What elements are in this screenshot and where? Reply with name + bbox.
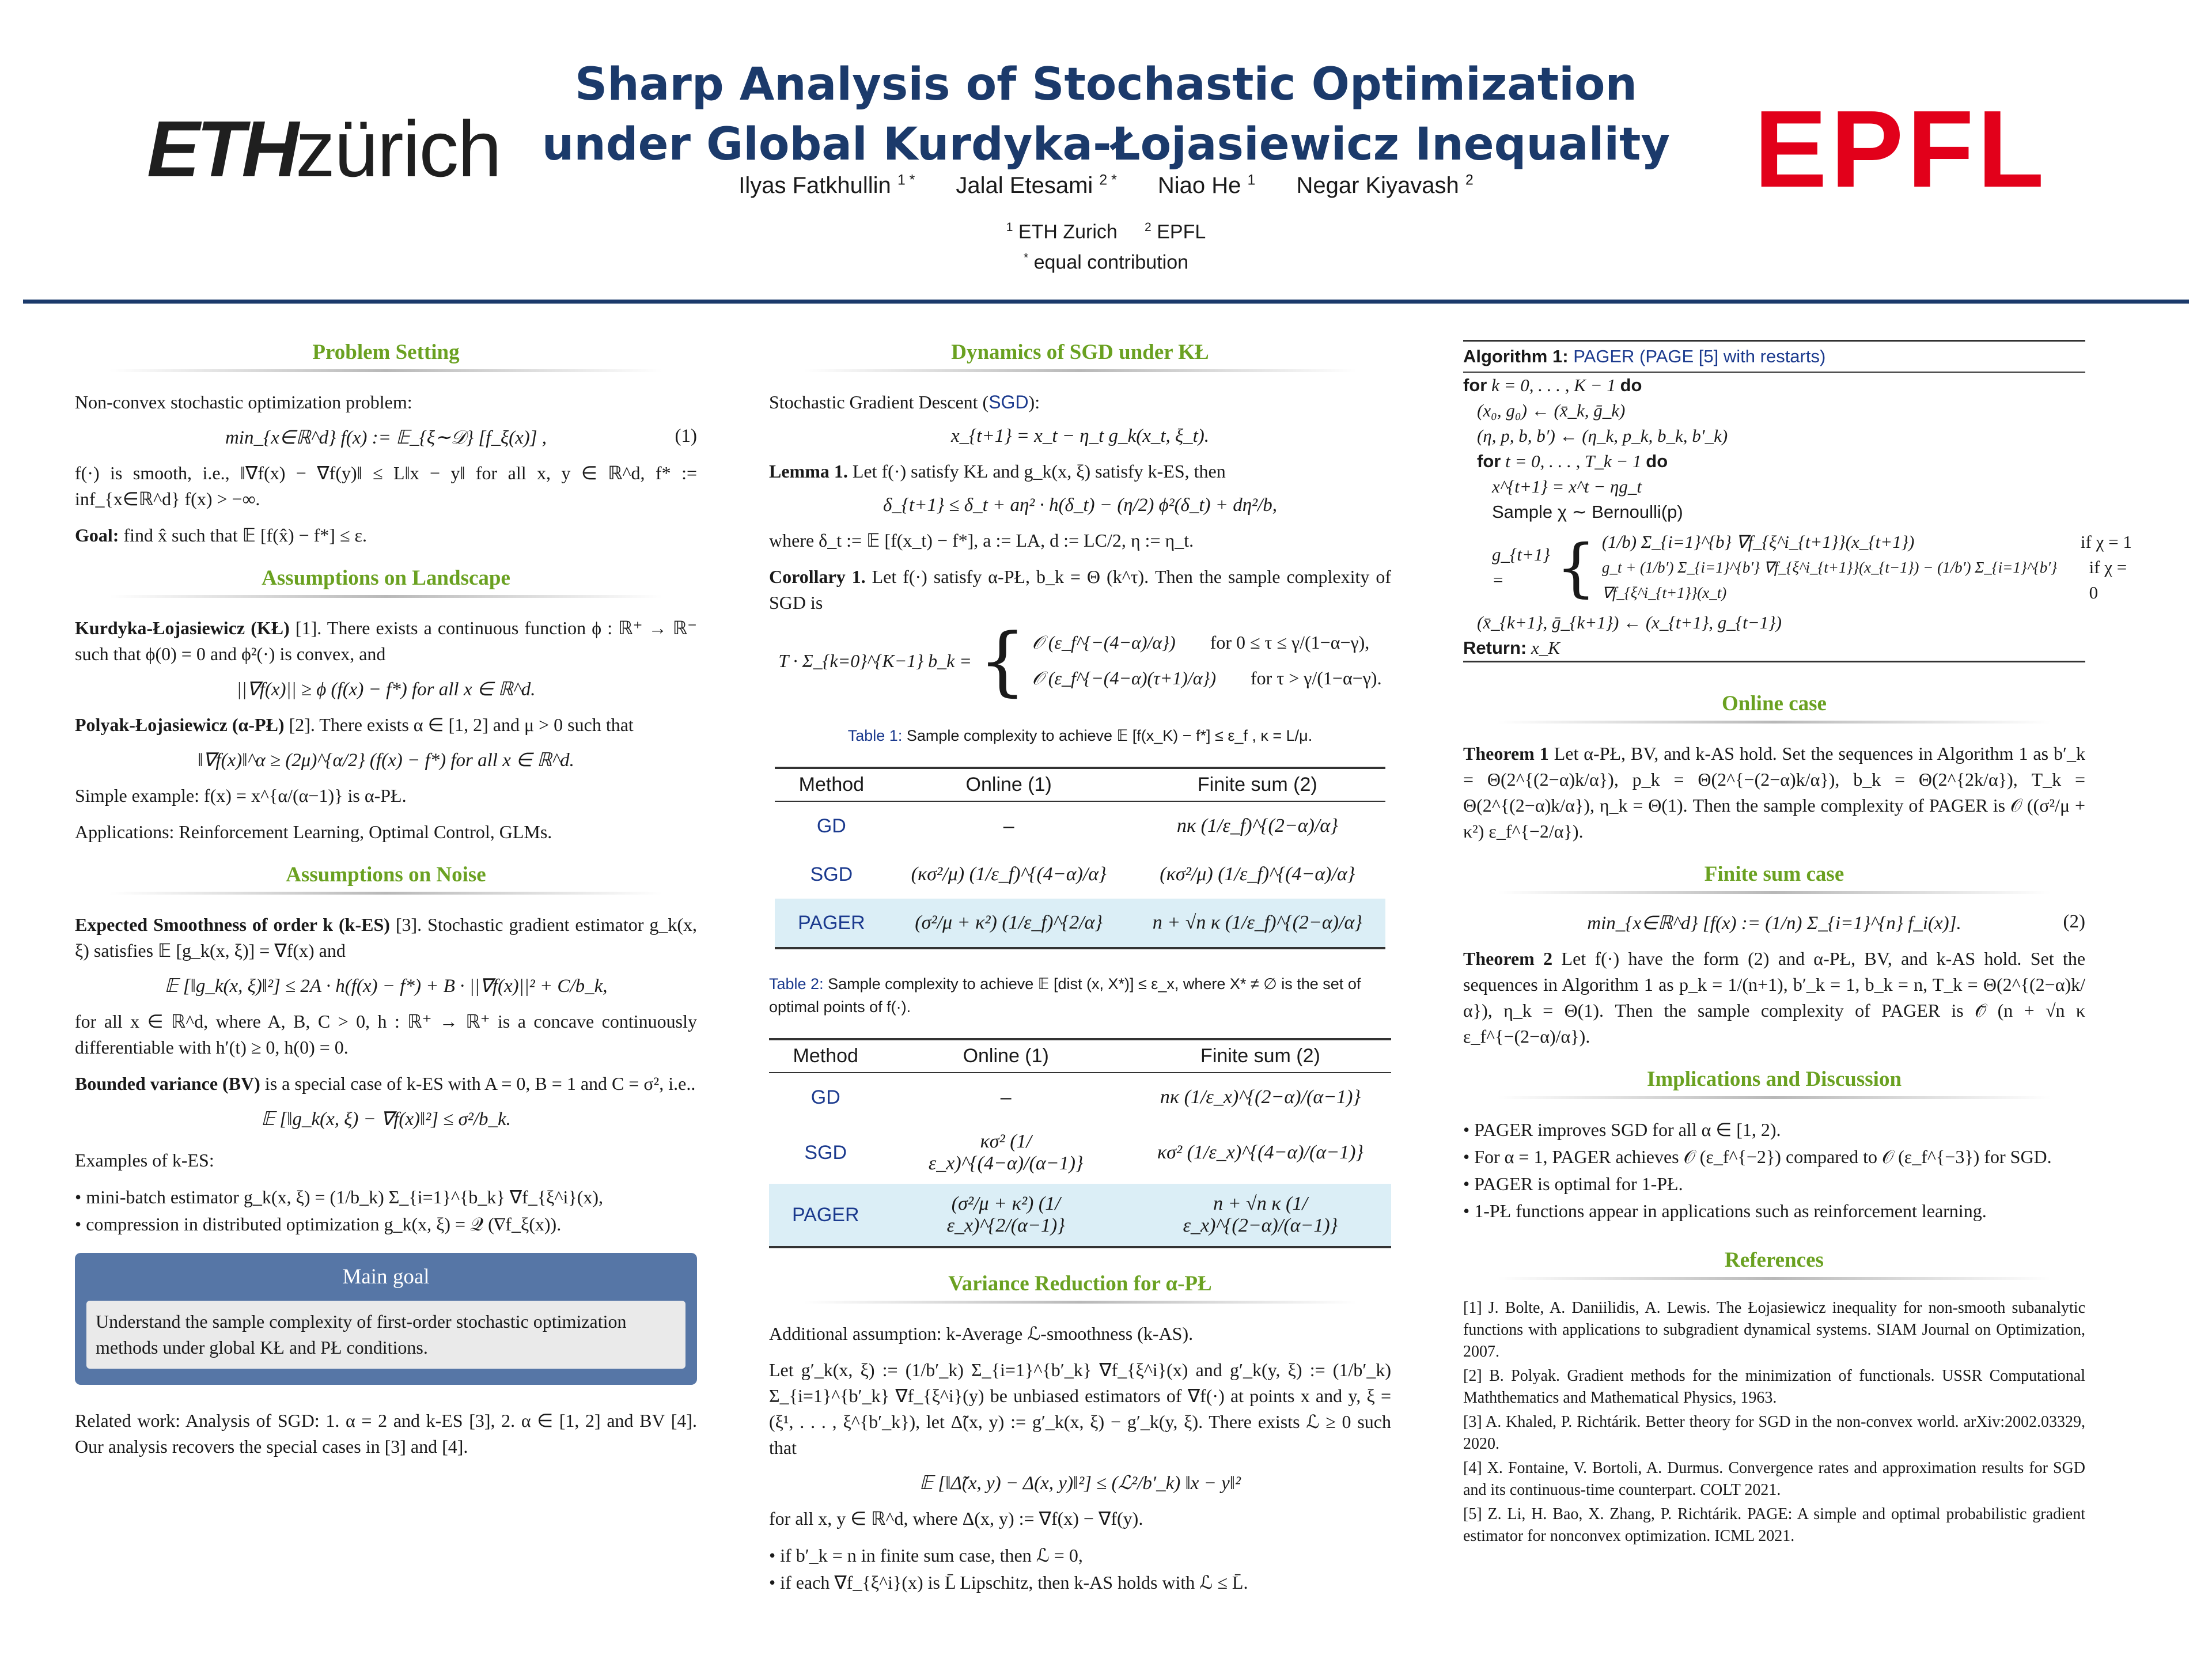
- case-row: [1602, 555, 2132, 605]
- case-lhs: g_{t+1} =: [1492, 544, 1550, 590]
- column-1: [75, 340, 697, 1470]
- table-header-row: [775, 768, 1385, 801]
- author: [956, 173, 1116, 198]
- table-header: Online (1): [882, 1039, 1130, 1073]
- variance-text: Let g′_k(x, ξ) := (1/b′_k) Σ_{i=1}^{b′_k} ∇f_{ξ^i}(x) and g′_k(y, ξ) := (1/b′_k) Σ_{i=1}^{b′_k} ∇f_{ξ^i}(y) be unbiased estimators of ∇f(·) at points x and y, ξ = (ξ¹, . . . , ξ^{b′_k}), let Δ̃(x, y) := g′_k(x, ξ) − g′_k(y, ξ). There exists ℒ ≥ 0 such that: [769, 1359, 1391, 1458]
- table-row-highlighted: [769, 1184, 1391, 1247]
- algo-text: x^{t+1} = x^t − ηg_t: [1492, 476, 1642, 497]
- caption-text: Sample complexity to achieve 𝔼 [dist (x, X*)] ≤ ε_x, where X* ≠ ∅ is the set of optimal points of f(·).: [769, 975, 1361, 1016]
- theorem-2: [1463, 946, 2085, 1050]
- table-cell: κσ² (1/ε_x)^{(4−α)/(α−1)}: [1157, 1142, 1364, 1163]
- corollary-label: Corollary 1.: [769, 566, 866, 587]
- bv-label: Bounded variance (BV): [75, 1073, 260, 1094]
- algo-keyword: Return:: [1463, 638, 1527, 658]
- left-brace: {: [978, 617, 1027, 704]
- bv-equation: 𝔼 [‖g_k(x, ξ) − ∇f(x)‖²] ≤ σ²/b_k.: [261, 1109, 511, 1130]
- table-cell-method: SGD: [810, 863, 853, 885]
- table-header: Finite sum (2): [1130, 768, 1385, 801]
- algorithm-box: [1463, 340, 2132, 662]
- equation-1-body: min_{x∈ℝ^d} f(x) := 𝔼_{ξ∼𝒟} [f_ξ(x)] ,: [225, 427, 547, 448]
- algorithm-label: Algorithm 1:: [1463, 346, 1569, 366]
- section-rule: [804, 369, 1357, 372]
- algo-line: [1463, 398, 2085, 423]
- column-3: [1463, 340, 2132, 1550]
- kl-equation: ||∇f(x)|| ≥ ϕ (f(x) − f*) for all x ∈ ℝ^d.: [236, 679, 536, 700]
- section-rule: [1498, 891, 2051, 894]
- section-title-online: Online case: [1722, 692, 1827, 715]
- table-cell: n + √n κ (1/ε_x)^{(2−α)/(α−1)}: [1130, 1184, 1391, 1247]
- affil-name: ETH Zurich: [1018, 221, 1118, 243]
- title-line-1: Sharp Analysis of Stochastic Optimization: [575, 59, 1637, 111]
- author-name: Ilyas Fatkhullin: [738, 173, 891, 199]
- theorem-body: Let α-PŁ, BV, and k-AS hold. Set the sequences in Algorithm 1 as b′_k = Θ(2^{(2−α)k/α}), p_k = Θ(2^{−(2−α)k/α}), b_k = Θ(2^{2k/α}), T_k = Θ(2^{(2−α)k/α}), η_k = Θ(1). Then the sample complexity of PAGER is 𝒪 ((σ²/μ + κ²) ε_f^{−2/α}).: [1463, 743, 2086, 842]
- author-sup: 1: [1247, 173, 1256, 188]
- author-sup: 1 *: [897, 173, 915, 188]
- affiliations: [518, 214, 1694, 276]
- table-row-highlighted: [775, 899, 1385, 948]
- affil-sup: 1: [1006, 221, 1013, 234]
- pl-equation: ‖∇f(x)‖^α ≥ (2μ)^{α/2} (f(x) − f*) for all x ∈ ℝ^d.: [198, 750, 574, 771]
- poster-title: [518, 55, 1694, 175]
- sgd-name: SGD: [988, 392, 1029, 412]
- algo-text: Sample χ ∼ Bernoulli(p): [1492, 502, 1683, 522]
- list-item: • PAGER improves SGD for all α ∈ [1, 2).: [1463, 1116, 2085, 1143]
- reference-item: [3] A. Khaled, P. Richtárik. Better theory for SGD in the non-convex world. arXiv:2002.03329, 2020.: [1463, 1413, 2085, 1453]
- caption-text: Sample complexity to achieve 𝔼 [f(x_K) − f*] ≤ ε_f , κ = L/μ.: [906, 727, 1313, 744]
- equation-number: (2): [2063, 911, 2085, 932]
- theorem-label: Theorem 2: [1463, 948, 1553, 969]
- reference-item: [1] J. Bolte, A. Daniilidis, A. Lewis. The Łojasiewicz inequality for non-smooth subanalytic functions with applications to subgradient dynamical systems. SIAM Journal on Optimization, 2007.: [1463, 1299, 2085, 1361]
- equation-1: [75, 426, 697, 449]
- reference-item: [2] B. Polyak. Gradient methods for the minimization of functionals. USSR Computational Maththematics and Mathematical Physics, 1963.: [1463, 1367, 2085, 1407]
- poster-header: [0, 0, 2212, 302]
- section-rule: [1498, 721, 2051, 724]
- lemma-paragraph: [769, 459, 1391, 484]
- table-cell: –: [1000, 1086, 1012, 1108]
- table-row: [769, 1073, 1391, 1122]
- algo-keyword: do: [1646, 451, 1668, 471]
- author-sup: 2 *: [1099, 173, 1117, 188]
- corollary-lhs: T · Σ_{k=0}^{K−1} b_k =: [778, 650, 972, 671]
- lemma-equation: δ_{t+1} ≤ δ_t + aη² · h(δ_t) − (η/2) ϕ²(δ_t) + dη²/b,: [882, 495, 1277, 516]
- section-title-finite: Finite sum case: [1704, 862, 1844, 886]
- list-item: • 1-PŁ functions appear in applications such as reinforcement learning.: [1463, 1198, 2085, 1225]
- algo-case-equation: [1463, 529, 2132, 605]
- author: [738, 173, 915, 198]
- header-divider: [23, 300, 2189, 304]
- table-cell: (κσ²/μ) (1/ε_f)^{(4−α)/α}: [1160, 863, 1355, 885]
- kes-paragraph: [75, 912, 697, 964]
- table-cell: (σ²/μ + κ²) (1/ε_f)^{2/α}: [888, 899, 1130, 948]
- kes-after: for all x ∈ ℝ^d, where A, B, C > 0, h : ℝ⁺ → ℝ⁺ is a concave continuously differentiable with h′(t) ≥ 0, h(0) = 0.: [75, 1011, 697, 1058]
- algo-line: [1463, 449, 2085, 474]
- reference-item: [5] Z. Li, H. Bao, X. Zhang, P. Richtárik. PAGE: A simple and optimal probabilistic gradient estimator for nonconvex optimization. ICML 2021.: [1463, 1505, 2085, 1545]
- algo-keyword: for: [1463, 375, 1487, 395]
- list-item: • For α = 1, PAGER achieves 𝒪 (ε_f^{−2}) compared to 𝒪 (ε_f^{−3}) for SGD.: [1463, 1143, 2085, 1171]
- equation-number: (1): [675, 426, 697, 446]
- kl-label: Kurdyka-Łojasiewicz (KŁ): [75, 618, 290, 638]
- theorem-1: [1463, 741, 2085, 844]
- list-item: • mini-batch estimator g_k(x, ξ) = (1/b_k) Σ_{i=1}^{b_k} ∇f_{ξ^i}(x),: [75, 1184, 697, 1211]
- pl-paragraph: [75, 712, 697, 738]
- case-cond: if χ = 1: [2080, 532, 2132, 552]
- epfl-logo: EPFL: [1754, 88, 2048, 210]
- kl-body: [1]. There exists a continuous function ϕ : ℝ⁺ → ℝ⁻ such that ϕ(0) = 0 and ϕ²(·) is convex, and: [75, 618, 698, 664]
- case-expr: 𝒪 (ε_f^{−(4−α)/α}): [1032, 632, 1176, 653]
- variance-assumption: Additional assumption: k-Average ℒ-smoothness (k-AS).: [769, 1323, 1194, 1344]
- table-row: [775, 850, 1385, 899]
- lemma-body: Let f(·) satisfy KŁ and g_k(x, ξ) satisfy k-ES, then: [852, 461, 1226, 482]
- lemma-label: Lemma 1.: [769, 461, 848, 482]
- section-rule: [109, 595, 662, 598]
- author: [1296, 173, 1473, 198]
- author: [1158, 173, 1255, 198]
- case-expr: (1/b) Σ_{i=1}^{b} ∇f_{ξ^i_{t+1}}(x_{t+1}): [1601, 532, 1915, 552]
- sgd-equation: x_{t+1} = x_t − η_t g_k(x_t, ξ_t).: [950, 426, 1210, 446]
- case-cond: for 0 ≤ τ ≤ γ/(1−α−γ),: [1210, 632, 1370, 653]
- pl-body: [2]. There exists α ∈ [1, 2] and μ > 0 such that: [289, 714, 634, 735]
- table-row: [769, 1122, 1391, 1184]
- smoothness-text: f(·) is smooth, i.e., ‖∇f(x) − ∇f(y)‖ ≤ L‖x − y‖ for all x, y ∈ ℝ^d, f* := inf_{x∈ℝ^d} f(x) > −∞.: [75, 463, 697, 509]
- case-expr: g_t + (1/b′) Σ_{i=1}^{b′} ∇f_{ξ^i_{t+1}}(x_{t−1}) − (1/b′) Σ_{i=1}^{b′} ∇f_{ξ^i_{t+1}}(x_t): [1601, 559, 2058, 601]
- simple-example: Simple example: f(x) = x^{α/(α−1)} is α-PŁ.: [75, 785, 407, 806]
- section-rule: [109, 369, 662, 372]
- author-name: Negar Kiyavash: [1296, 173, 1459, 199]
- algo-line: [1463, 373, 2085, 398]
- algo-text: t = 0, . . . , T_k − 1: [1501, 451, 1646, 471]
- algorithm-name: PAGER (PAGE [5] with restarts): [1573, 346, 1826, 366]
- table-2: [769, 1038, 1391, 1248]
- table-cell: nκ (1/ε_x)^{(2−α)/(α−1)}: [1160, 1086, 1361, 1108]
- section-title-problem: Problem Setting: [312, 340, 460, 364]
- title-line-2: under Global Kurdyka-Łojasiewicz Inequality: [541, 119, 1671, 171]
- main-goal-title: Main goal: [342, 1265, 430, 1289]
- eth-logo-part-a: ETH: [147, 105, 296, 194]
- table-cell: (σ²/μ + κ²) (1/ε_x)^{2/(α−1)}: [882, 1184, 1130, 1247]
- affil-sup: 2: [1145, 221, 1152, 234]
- variance-after: for all x, y ∈ ℝ^d, where Δ(x, y) := ∇f(x) − ∇f(y).: [769, 1508, 1143, 1529]
- case-cond: for τ > γ/(1−α−γ).: [1251, 668, 1382, 688]
- table-header: Method: [769, 1039, 882, 1073]
- table-cell-method: GD: [816, 815, 846, 837]
- algo-line: [1463, 474, 2085, 499]
- section-rule: [1498, 1277, 2051, 1280]
- list-item: • if b′_k = n in finite sum case, then ℒ = 0,: [769, 1542, 1391, 1569]
- caption-label: Table 2:: [769, 975, 824, 993]
- author-name: Niao He: [1157, 173, 1241, 199]
- equation-2-body: min_{x∈ℝ^d} [f(x) := (1/n) Σ_{i=1}^{n} f_i(x)].: [1587, 913, 1961, 934]
- bv-body: is a special case of k-ES with A = 0, B = 1 and C = σ², i.e..: [264, 1073, 696, 1094]
- section-rule: [1498, 1096, 2051, 1099]
- algo-keyword: do: [1620, 375, 1642, 395]
- section-rule: [804, 1301, 1357, 1304]
- problem-intro: Non-convex stochastic optimization problem:: [75, 392, 412, 412]
- goal-label: Goal:: [75, 525, 119, 546]
- eth-zurich-logo: [147, 104, 501, 195]
- pl-label: Polyak-Łojasiewicz (α-PŁ): [75, 714, 285, 735]
- corollary-body: Let f(·) satisfy α-PŁ, b_k = Θ (k^τ). Then the sample complexity of SGD is: [769, 566, 1392, 613]
- corollary-case-1: [1032, 632, 1382, 654]
- related-work: Related work: Analysis of SGD: 1. α = 2 and k-ES [3], 2. α ∈ [1, 2] and BV [4]. Our analysis recovers the special cases in [3] and [4].: [75, 1410, 697, 1457]
- algo-text: (η, p, b, b′) ← (η_k, p_k, b_k, b′_k): [1477, 426, 1728, 446]
- corollary-case-2: [1032, 668, 1382, 690]
- table-header-row: [769, 1039, 1391, 1073]
- left-brace: {: [1555, 531, 1596, 604]
- bv-paragraph: [75, 1071, 697, 1097]
- theorem-label: Theorem 1: [1463, 743, 1549, 764]
- algo-line: [1463, 610, 2085, 635]
- table-cell-method: PAGER: [775, 899, 888, 948]
- case-row: [1602, 529, 2132, 555]
- case-rows: [1602, 529, 2132, 605]
- table-header: Method: [775, 768, 888, 801]
- algo-text: x_K: [1527, 638, 1560, 658]
- column-2: [769, 340, 1391, 1607]
- kl-paragraph: [75, 615, 697, 667]
- table-cell: (κσ²/μ) (1/ε_f)^{(4−α)/α}: [911, 863, 1107, 885]
- main-goal-box: [75, 1253, 697, 1385]
- section-title-dynamics: Dynamics of SGD under KŁ: [951, 340, 1209, 364]
- table-1: [775, 767, 1385, 949]
- case-cond: if χ = 0: [2089, 557, 2127, 603]
- kes-examples-title: Examples of k-ES:: [75, 1150, 214, 1171]
- reference-item: [4] X. Fontaine, V. Bortoli, A. Durmus. Convergence rates and approximation results for SGD and its continuous-time counterpart. COLT 2021.: [1463, 1459, 2085, 1499]
- goal-body: find x̂ such that 𝔼 [f(x̂) − f*] ≤ ε.: [123, 525, 367, 546]
- algo-keyword: for: [1477, 451, 1501, 471]
- corollary-cases: [1032, 632, 1382, 690]
- algo-return: [1463, 635, 2085, 662]
- section-title-noise: Assumptions on Noise: [286, 863, 486, 887]
- theorem-body: Let f(·) have the form (2) and α-PŁ, BV, and k-AS hold. Set the sequences in Algorithm 1 as p_k = 1/(n+1), b′_k = 1, b_k = n, T_k = Θ(2^{(2−α)k/α}), η_k = Θ(1). Then the sample complexity of PAGER is 𝒪̃ (n + √n κ ε_f^{−(2−α)/α}).: [1463, 948, 2086, 1047]
- section-title-implications: Implications and Discussion: [1646, 1067, 1902, 1091]
- references-list: [1463, 1297, 2085, 1547]
- section-rule: [109, 892, 662, 895]
- table-cell-method: SGD: [804, 1141, 847, 1164]
- corollary-equation: [769, 617, 1391, 704]
- kes-equation: 𝔼 [‖g_k(x, ξ)‖²] ≤ 2A · h(f(x) − f*) + B · ||∇f(x)||² + C/b_k,: [164, 976, 608, 997]
- table-header: Finite sum (2): [1130, 1039, 1391, 1073]
- variance-equation: 𝔼 [‖Δ̃(x, y) − Δ(x, y)‖²] ≤ (ℒ²/b′_k) ‖x − y‖²: [919, 1473, 1241, 1494]
- author-sup: 2: [1465, 173, 1474, 188]
- algo-text: (x₀, g₀) ← (x̄_k, ḡ_k): [1477, 400, 1626, 421]
- implications-list: [1463, 1116, 2085, 1225]
- applications: Applications: Reinforcement Learning, Optimal Control, GLMs.: [75, 821, 552, 842]
- author-list: [518, 173, 1694, 199]
- sgd-intro-close: ):: [1028, 392, 1040, 412]
- goal-text: [75, 522, 697, 548]
- kes-label: Expected Smoothness of order k (k-ES): [75, 914, 390, 935]
- section-title-references: References: [1725, 1248, 1824, 1272]
- case-expr: 𝒪 (ε_f^{−(4−α)(τ+1)/α}): [1032, 668, 1217, 688]
- section-title-landscape: Assumptions on Landscape: [262, 566, 510, 590]
- table-row: [775, 801, 1385, 850]
- list-item: • compression in distributed optimization g_k(x, ξ) = 𝒬 (∇f_ξ(x)).: [75, 1211, 697, 1238]
- table-cell-method: PAGER: [769, 1184, 882, 1247]
- main-goal-body: Understand the sample complexity of first-order stochastic optimization methods under global KŁ and PŁ conditions.: [86, 1301, 685, 1369]
- equal-contribution: equal contribution: [1033, 251, 1189, 274]
- table-cell: n + √n κ (1/ε_f)^{(2−α)/α}: [1130, 899, 1385, 948]
- lemma-after: where δ_t := 𝔼 [f(x_t) − f*], a := LA, d := LC/2, η := η_t.: [769, 530, 1194, 551]
- table-2-caption: [769, 972, 1391, 1018]
- caption-label: Table 1:: [847, 727, 903, 744]
- table-cell: κσ² (1/ε_x)^{(4−α)/(α−1)}: [928, 1131, 1084, 1174]
- sgd-intro: [769, 389, 1391, 415]
- algo-line: [1463, 423, 2085, 449]
- table-header: Online (1): [888, 768, 1130, 801]
- table-1-caption: [769, 724, 1391, 747]
- table-cell: –: [1003, 815, 1014, 837]
- corollary-paragraph: [769, 564, 1391, 616]
- kes-body: [3]. Stochastic gradient estimator g_k(x, ξ) satisfies 𝔼 [g_k(x, ξ)] = ∇f(x) and: [75, 914, 697, 961]
- list-item: • if each ∇f_{ξ^i}(x) is L̄ Lipschitz, then k-AS holds with ℒ ≤ L̄.: [769, 1569, 1391, 1596]
- algo-line: [1463, 499, 2085, 525]
- sgd-intro-text: Stochastic Gradient Descent (: [769, 392, 989, 412]
- author-name: Jalal Etesami: [956, 173, 1093, 199]
- eth-logo-part-b: zürich: [296, 105, 501, 194]
- algo-text: (x̄_{k+1}, ḡ_{k+1}) ← (x_{t+1}, g_{t−1}): [1477, 612, 1782, 632]
- algorithm-header: [1463, 340, 2085, 373]
- list-item: • PAGER is optimal for 1-PŁ.: [1463, 1171, 2085, 1198]
- table-cell-method: GD: [810, 1086, 840, 1108]
- algo-text: k = 0, . . . , K − 1: [1487, 375, 1620, 395]
- kes-examples-list: [75, 1184, 697, 1238]
- variance-bullets: [769, 1542, 1391, 1596]
- table-cell: nκ (1/ε_f)^{(2−α)/α}: [1176, 815, 1338, 836]
- equation-2: [1463, 911, 2085, 934]
- section-title-variance: Variance Reduction for α-PŁ: [948, 1272, 1212, 1296]
- affil-name: EPFL: [1157, 221, 1206, 243]
- equal-sup: *: [1023, 251, 1029, 265]
